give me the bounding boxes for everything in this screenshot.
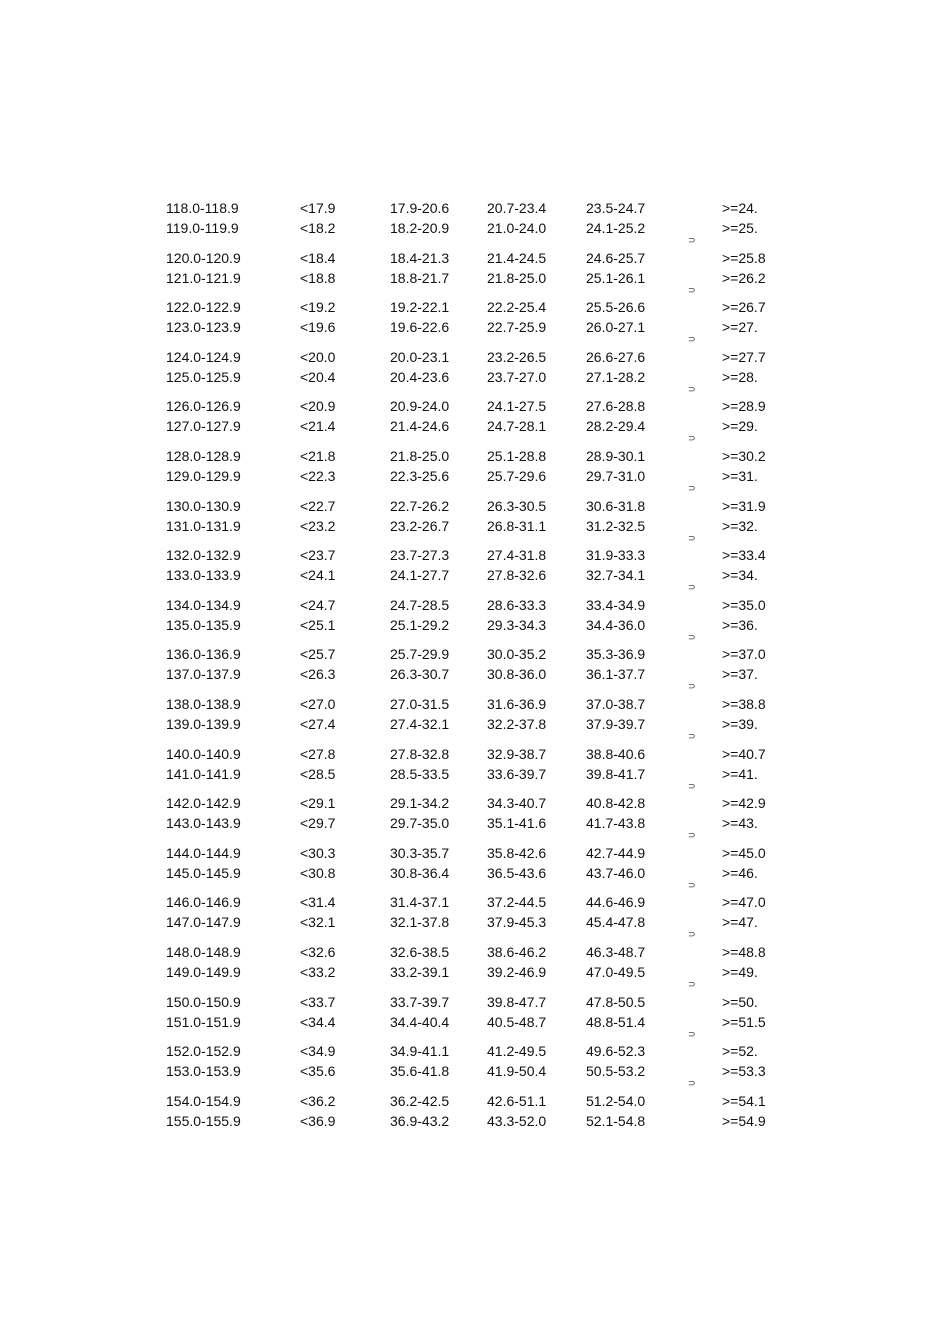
range-a-cell: 21.4-24.6 <box>390 418 450 435</box>
range-a-cell: 24.1-27.7 <box>390 567 450 584</box>
range-c-cell: 34.4-36.0 <box>586 616 646 633</box>
height-range-cell: 131.0-131.9 <box>166 517 241 534</box>
range-a-cell: 19.2-22.1 <box>390 299 450 316</box>
gte-cell: >=31.9 <box>722 497 766 514</box>
range-c-cell: 46.3-48.7 <box>586 944 646 960</box>
height-range-cell: 121.0-121.9 <box>166 269 241 286</box>
margin-mark: ⊃ <box>688 731 696 741</box>
height-range-cell: 142.0-142.9 <box>166 795 241 812</box>
lt-cell: <27.4 <box>300 716 336 732</box>
range-c-cell: 27.6-28.8 <box>586 398 646 415</box>
range-b-cell: 32.2-37.8 <box>487 716 547 732</box>
lt-cell: <19.2 <box>300 299 336 316</box>
lt-cell: <33.2 <box>300 964 336 980</box>
lt-cell: <24.1 <box>300 567 336 584</box>
range-c-cell: 36.1-37.7 <box>586 666 646 683</box>
lt-cell: <26.3 <box>300 666 336 683</box>
range-c-cell: 35.3-36.9 <box>586 646 646 663</box>
range-c-cell: 44.6-46.9 <box>586 894 646 911</box>
range-c-cell: 47.8-50.5 <box>586 993 646 1010</box>
lt-cell: <20.0 <box>300 348 336 365</box>
range-c-cell: 37.0-38.7 <box>586 696 646 712</box>
height-range-cell: 139.0-139.9 <box>166 716 241 732</box>
range-a-cell: 29.7-35.0 <box>390 815 450 832</box>
margin-mark: ⊃ <box>688 780 696 791</box>
range-a-cell: 25.1-29.2 <box>390 616 450 633</box>
range-a-cell: 20.0-23.1 <box>390 348 450 365</box>
height-range-cell: 128.0-128.9 <box>166 448 241 464</box>
gte-cell: >=53.3 <box>722 1063 766 1080</box>
range-b-cell: 37.9-45.3 <box>487 914 547 931</box>
gte-cell: >=32. <box>722 517 758 534</box>
range-b-cell: 25.1-28.8 <box>487 448 547 464</box>
range-c-cell: 28.9-30.1 <box>586 448 646 464</box>
gte-cell: >=40.7 <box>722 745 766 762</box>
range-c-cell: 38.8-40.6 <box>586 745 646 762</box>
lt-cell: <19.6 <box>300 319 336 336</box>
range-a-cell: 26.3-30.7 <box>390 666 450 683</box>
range-b-cell: 30.0-35.2 <box>487 646 547 663</box>
margin-mark: ⊃ <box>688 1078 696 1089</box>
lt-cell: <25.7 <box>300 646 336 663</box>
margin-mark: ⊃ <box>688 433 696 444</box>
range-c-cell: 33.4-34.9 <box>586 596 646 613</box>
range-b-cell: 35.1-41.6 <box>487 815 547 832</box>
range-a-cell: 22.3-25.6 <box>390 468 450 484</box>
gte-cell: >=34. <box>722 567 758 584</box>
height-range-cell: 149.0-149.9 <box>166 964 241 980</box>
range-b-cell: 40.5-48.7 <box>487 1013 547 1030</box>
range-a-cell: 23.2-26.7 <box>390 517 450 534</box>
height-range-cell: 135.0-135.9 <box>166 616 241 633</box>
range-b-cell: 27.8-32.6 <box>487 567 547 584</box>
range-c-cell: 25.1-26.1 <box>586 269 646 286</box>
range-a-cell: 18.2-20.9 <box>390 220 450 236</box>
range-c-cell: 30.6-31.8 <box>586 497 646 514</box>
range-b-cell: 39.8-47.7 <box>487 993 547 1010</box>
gte-cell: >=51.5 <box>722 1013 766 1030</box>
lt-cell: <32.1 <box>300 914 336 931</box>
height-range-cell: 150.0-150.9 <box>166 993 241 1010</box>
height-range-cell: 143.0-143.9 <box>166 815 241 832</box>
height-range-cell: 119.0-119.9 <box>166 220 239 236</box>
lt-cell: <33.7 <box>300 993 336 1010</box>
height-range-cell: 147.0-147.9 <box>166 914 241 931</box>
margin-mark: ⊃ <box>688 383 696 394</box>
range-c-cell: 50.5-53.2 <box>586 1063 646 1080</box>
height-range-cell: 125.0-125.9 <box>166 368 241 385</box>
range-b-cell: 21.8-25.0 <box>487 269 547 286</box>
gte-cell: >=45.0 <box>722 844 766 861</box>
range-b-cell: 22.7-25.9 <box>487 319 547 336</box>
range-c-cell: 41.7-43.8 <box>586 815 646 832</box>
range-b-cell: 28.6-33.3 <box>487 596 547 613</box>
lt-cell: <34.9 <box>300 1043 336 1060</box>
gte-cell: >=27.7 <box>722 348 766 365</box>
gte-cell: >=42.9 <box>722 795 766 812</box>
range-b-cell: 35.8-42.6 <box>487 844 547 861</box>
range-c-cell: 29.7-31.0 <box>586 468 646 484</box>
margin-mark: ⊃ <box>688 681 696 692</box>
range-a-cell: 21.8-25.0 <box>390 448 450 464</box>
range-b-cell: 23.2-26.5 <box>487 348 547 365</box>
height-range-cell: 141.0-141.9 <box>166 765 241 782</box>
height-range-cell: 127.0-127.9 <box>166 418 241 435</box>
range-c-cell: 24.1-25.2 <box>586 220 646 236</box>
range-a-cell: 19.6-22.6 <box>390 319 450 336</box>
range-c-cell: 26.6-27.6 <box>586 348 646 365</box>
range-a-cell: 25.7-29.9 <box>390 646 450 663</box>
range-b-cell: 27.4-31.8 <box>487 547 547 564</box>
range-c-cell: 37.9-39.7 <box>586 716 646 732</box>
lt-cell: <18.8 <box>300 269 336 286</box>
lt-cell: <35.6 <box>300 1063 336 1080</box>
range-a-cell: 27.8-32.8 <box>390 745 450 762</box>
range-b-cell: 24.7-28.1 <box>487 418 547 435</box>
margin-mark: ⊃ <box>688 532 696 543</box>
gte-cell: >=46. <box>722 864 758 881</box>
range-a-cell: 33.2-39.1 <box>390 964 450 980</box>
range-b-cell: 25.7-29.6 <box>487 468 547 484</box>
range-c-cell: 43.7-46.0 <box>586 864 646 881</box>
lt-cell: <34.4 <box>300 1013 336 1030</box>
range-c-cell: 32.7-34.1 <box>586 567 646 584</box>
gte-cell: >=43. <box>722 815 758 832</box>
range-b-cell: 20.7-23.4 <box>487 200 547 216</box>
range-c-cell: 52.1-54.8 <box>586 1112 646 1129</box>
range-b-cell: 39.2-46.9 <box>487 964 547 980</box>
height-range-cell: 123.0-123.9 <box>166 319 241 336</box>
range-a-cell: 36.9-43.2 <box>390 1112 450 1129</box>
range-c-cell: 26.0-27.1 <box>586 319 646 336</box>
gte-cell: >=50. <box>722 993 758 1010</box>
lt-cell: <24.7 <box>300 596 336 613</box>
gte-cell: >=37.0 <box>722 646 766 663</box>
range-b-cell: 21.0-24.0 <box>487 220 547 236</box>
height-range-cell: 120.0-120.9 <box>166 249 241 266</box>
height-range-cell: 122.0-122.9 <box>166 299 241 316</box>
height-range-cell: 152.0-152.9 <box>166 1043 241 1060</box>
lt-cell: <31.4 <box>300 894 336 911</box>
range-c-cell: 42.7-44.9 <box>586 844 646 861</box>
range-a-cell: 36.2-42.5 <box>390 1092 450 1109</box>
range-a-cell: 18.4-21.3 <box>390 249 450 266</box>
range-a-cell: 22.7-26.2 <box>390 497 450 514</box>
range-c-cell: 24.6-25.7 <box>586 249 646 266</box>
height-range-cell: 137.0-137.9 <box>166 666 241 683</box>
range-a-cell: 35.6-41.8 <box>390 1063 450 1080</box>
range-c-cell: 23.5-24.7 <box>586 200 646 216</box>
gte-cell: >=37. <box>722 666 758 683</box>
gte-cell: >=36. <box>722 616 758 633</box>
margin-mark: ⊃ <box>688 879 696 890</box>
range-c-cell: 39.8-41.7 <box>586 765 646 782</box>
range-b-cell: 21.4-24.5 <box>487 249 547 266</box>
gte-cell: >=31. <box>722 468 758 484</box>
margin-mark: ⊃ <box>688 1028 696 1039</box>
range-b-cell: 37.2-44.5 <box>487 894 547 911</box>
range-b-cell: 31.6-36.9 <box>487 696 547 712</box>
gte-cell: >=27. <box>722 319 758 336</box>
gte-cell: >=25. <box>722 220 758 236</box>
range-c-cell: 40.8-42.8 <box>586 795 646 812</box>
height-range-cell: 124.0-124.9 <box>166 348 241 365</box>
height-range-cell: 151.0-151.9 <box>166 1013 241 1030</box>
range-b-cell: 34.3-40.7 <box>487 795 547 812</box>
gte-cell: >=33.4 <box>722 547 766 564</box>
lt-cell: <28.5 <box>300 765 336 782</box>
height-range-cell: 118.0-118.9 <box>166 200 239 216</box>
range-c-cell: 31.2-32.5 <box>586 517 646 534</box>
range-c-cell: 49.6-52.3 <box>586 1043 646 1060</box>
lt-cell: <27.8 <box>300 745 336 762</box>
gte-cell: >=52. <box>722 1043 758 1060</box>
height-range-cell: 144.0-144.9 <box>166 844 241 861</box>
range-a-cell: 33.7-39.7 <box>390 993 450 1010</box>
height-range-cell: 153.0-153.9 <box>166 1063 241 1080</box>
lt-cell: <22.3 <box>300 468 336 484</box>
range-c-cell: 45.4-47.8 <box>586 914 646 931</box>
range-c-cell: 51.2-54.0 <box>586 1092 646 1109</box>
range-a-cell: 30.3-35.7 <box>390 844 450 861</box>
margin-mark: ⊃ <box>688 929 696 940</box>
range-a-cell: 30.8-36.4 <box>390 864 450 881</box>
range-b-cell: 26.3-30.5 <box>487 497 547 514</box>
range-a-cell: 34.9-41.1 <box>390 1043 450 1060</box>
lt-cell: <27.0 <box>300 696 336 712</box>
height-range-cell: 154.0-154.9 <box>166 1092 241 1109</box>
margin-mark: ⊃ <box>688 483 696 493</box>
gte-cell: >=26.7 <box>722 299 766 316</box>
height-range-cell: 138.0-138.9 <box>166 696 241 712</box>
lt-cell: <21.4 <box>300 418 336 435</box>
margin-mark: ⊃ <box>688 235 696 245</box>
range-b-cell: 26.8-31.1 <box>487 517 547 534</box>
range-c-cell: 47.0-49.5 <box>586 964 646 980</box>
range-c-cell: 25.5-26.6 <box>586 299 646 316</box>
lt-cell: <23.7 <box>300 547 336 564</box>
range-a-cell: 32.1-37.8 <box>390 914 450 931</box>
gte-cell: >=25.8 <box>722 249 766 266</box>
lt-cell: <20.9 <box>300 398 336 415</box>
range-b-cell: 32.9-38.7 <box>487 745 547 762</box>
gte-cell: >=47.0 <box>722 894 766 911</box>
range-b-cell: 23.7-27.0 <box>487 368 547 385</box>
gte-cell: >=28. <box>722 368 758 385</box>
range-b-cell: 41.2-49.5 <box>487 1043 547 1060</box>
gte-cell: >=39. <box>722 716 758 732</box>
range-a-cell: 32.6-38.5 <box>390 944 450 960</box>
gte-cell: >=26.2 <box>722 269 766 286</box>
range-b-cell: 33.6-39.7 <box>487 765 547 782</box>
range-a-cell: 31.4-37.1 <box>390 894 450 911</box>
lt-cell: <22.7 <box>300 497 336 514</box>
range-b-cell: 22.2-25.4 <box>487 299 547 316</box>
gte-cell: >=35.0 <box>722 596 766 613</box>
height-range-cell: 132.0-132.9 <box>166 547 241 564</box>
range-a-cell: 29.1-34.2 <box>390 795 450 812</box>
gte-cell: >=54.9 <box>722 1112 766 1129</box>
height-range-cell: 145.0-145.9 <box>166 864 241 881</box>
range-c-cell: 48.8-51.4 <box>586 1013 646 1030</box>
gte-cell: >=49. <box>722 964 758 980</box>
height-range-cell: 136.0-136.9 <box>166 646 241 663</box>
range-a-cell: 27.4-32.1 <box>390 716 450 732</box>
range-c-cell: 28.2-29.4 <box>586 418 646 435</box>
margin-mark: ⊃ <box>688 582 696 593</box>
height-range-cell: 129.0-129.9 <box>166 468 241 484</box>
range-b-cell: 43.3-52.0 <box>487 1112 547 1129</box>
lt-cell: <36.9 <box>300 1112 336 1129</box>
range-b-cell: 29.3-34.3 <box>487 616 547 633</box>
lt-cell: <18.4 <box>300 249 336 266</box>
lt-cell: <17.9 <box>300 200 336 216</box>
lt-cell: <32.6 <box>300 944 336 960</box>
gte-cell: >=47. <box>722 914 758 931</box>
gte-cell: >=24. <box>722 200 758 216</box>
range-c-cell: 31.9-33.3 <box>586 547 646 564</box>
lt-cell: <18.2 <box>300 220 336 236</box>
margin-mark: ⊃ <box>688 979 696 989</box>
margin-mark: ⊃ <box>688 284 696 295</box>
lt-cell: <23.2 <box>300 517 336 534</box>
gte-cell: >=41. <box>722 765 758 782</box>
lt-cell: <21.8 <box>300 448 336 464</box>
height-range-cell: 148.0-148.9 <box>166 944 241 960</box>
lt-cell: <25.1 <box>300 616 336 633</box>
lt-cell: <29.1 <box>300 795 336 812</box>
range-a-cell: 24.7-28.5 <box>390 596 450 613</box>
lt-cell: <30.3 <box>300 844 336 861</box>
height-range-cell: 146.0-146.9 <box>166 894 241 911</box>
lt-cell: <30.8 <box>300 864 336 881</box>
gte-cell: >=54.1 <box>722 1092 766 1109</box>
range-a-cell: 20.9-24.0 <box>390 398 450 415</box>
height-range-cell: 126.0-126.9 <box>166 398 241 415</box>
lt-cell: <20.4 <box>300 368 336 385</box>
range-b-cell: 38.6-46.2 <box>487 944 547 960</box>
range-b-cell: 36.5-43.6 <box>487 864 547 881</box>
range-b-cell: 41.9-50.4 <box>487 1063 547 1080</box>
range-a-cell: 17.9-20.6 <box>390 200 450 216</box>
height-range-cell: 133.0-133.9 <box>166 567 241 584</box>
height-range-cell: 155.0-155.9 <box>166 1112 241 1129</box>
range-a-cell: 27.0-31.5 <box>390 696 450 712</box>
height-range-cell: 134.0-134.9 <box>166 596 241 613</box>
gte-cell: >=48.8 <box>722 944 766 960</box>
gte-cell: >=28.9 <box>722 398 766 415</box>
range-a-cell: 34.4-40.4 <box>390 1013 450 1030</box>
height-range-cell: 130.0-130.9 <box>166 497 241 514</box>
range-b-cell: 30.8-36.0 <box>487 666 547 683</box>
gte-cell: >=38.8 <box>722 696 766 712</box>
range-b-cell: 24.1-27.5 <box>487 398 547 415</box>
margin-mark: ⊃ <box>688 334 696 345</box>
range-a-cell: 28.5-33.5 <box>390 765 450 782</box>
margin-mark: ⊃ <box>688 830 696 841</box>
gte-cell: >=29. <box>722 418 758 435</box>
margin-mark: ⊃ <box>688 631 696 642</box>
height-range-cell: 140.0-140.9 <box>166 745 241 762</box>
range-a-cell: 18.8-21.7 <box>390 269 450 286</box>
range-a-cell: 23.7-27.3 <box>390 547 450 564</box>
range-b-cell: 42.6-51.1 <box>487 1092 547 1109</box>
gte-cell: >=30.2 <box>722 448 766 464</box>
range-c-cell: 27.1-28.2 <box>586 368 646 385</box>
lt-cell: <29.7 <box>300 815 336 832</box>
range-a-cell: 20.4-23.6 <box>390 368 450 385</box>
lt-cell: <36.2 <box>300 1092 336 1109</box>
